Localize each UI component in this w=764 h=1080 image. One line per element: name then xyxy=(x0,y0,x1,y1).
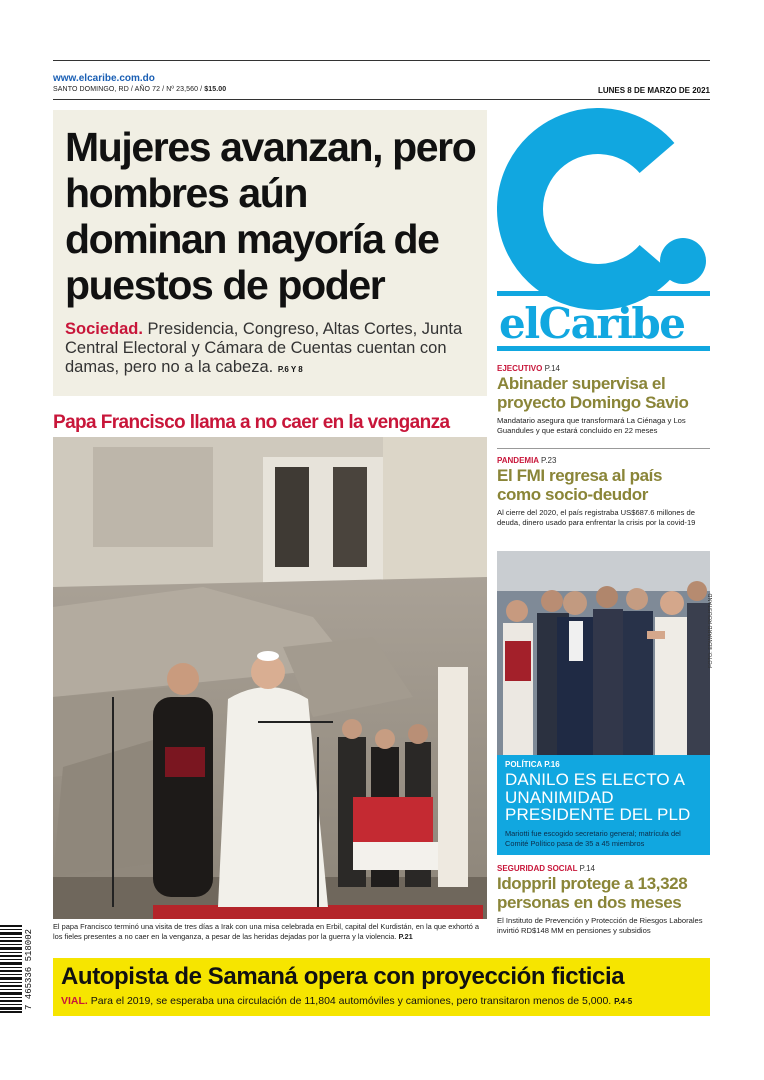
site-url[interactable]: www.elcaribe.com.do xyxy=(53,73,155,84)
banner-body: Para el 2019, se esperaba una circulación de 11,804 automóviles y camiones, pero transitaron menos de 5,000. xyxy=(90,995,612,1007)
issue-date: LUNES 8 DE MARZO DE 2021 xyxy=(597,86,710,95)
lead-deck-text: Presidencia, Congreso, Altas Cortes, Junta Central Electoral y Cámara de Cuentas cuentan con damas, pero no a la cabeza. xyxy=(65,320,463,376)
feature-tag-label: POLÍTICA xyxy=(505,760,543,769)
story-headline: El FMI regresa al país como socio-deudor xyxy=(497,466,663,504)
pope-caption-text: El papa Francisco terminó una visita de tres días a Irak con una misa celebrada en Erbil, capital del Kurdistán, en la que exhortó a los fieles presentes a no caer en la venganza, a pesar de las heridas dejadas por la guerra y la violencia. xyxy=(53,922,480,942)
story-politica[interactable] xyxy=(497,755,710,855)
edition-info: SANTO DOMINGO, RD / AÑO 72 / Nº 23,560 / xyxy=(53,86,203,93)
feature-summary: Mariotti fue escogido secretario general; matrícula del Comité Político pasa de 35 a 45 miembros xyxy=(505,828,681,848)
barcode-number: 7 465336 518002 xyxy=(24,928,34,1010)
story-tag xyxy=(497,456,710,465)
story-summary: Al cierre del 2020, el país registraba US$687.6 millones de deuda, dinero usado para enfrentar la crisis por la covid-19 xyxy=(497,508,696,528)
pope-caption xyxy=(53,922,487,943)
pld-photo xyxy=(497,551,710,755)
lead-headline: Mujeres avanzan, pero hombres aún dominan mayoría de puestos de poder xyxy=(65,124,476,308)
story-summary: El Instituto de Prevención y Protección de Riesgos Laborales invirtió RD$148 MM en pensiones y subsidios xyxy=(497,916,703,936)
lead-deck xyxy=(65,320,477,379)
story-seguridad-social[interactable] xyxy=(497,864,710,936)
story-page: P.14 xyxy=(579,864,595,873)
story-headline: Abinader supervisa el proyecto Domingo Savio xyxy=(497,374,689,412)
pope-caption-ref: P.21 xyxy=(398,932,413,942)
feature-headline: DANILO ES ELECTO A UNANIMIDAD PRESIDENTE DEL PLD xyxy=(505,770,691,824)
top-rule xyxy=(53,60,710,61)
barcode xyxy=(0,925,22,1013)
story-tag xyxy=(497,364,710,373)
column-divider xyxy=(497,448,710,449)
pope-photo xyxy=(53,437,487,919)
elcaribe-logo[interactable] xyxy=(497,108,710,353)
story-page: P.23 xyxy=(541,456,557,465)
story-tag xyxy=(497,864,710,873)
bottom-banner[interactable] xyxy=(53,958,710,1016)
pope-headline[interactable]: Papa Francisco llama a no caer en la venganza xyxy=(53,412,450,433)
logo-wordmark: elCaribe xyxy=(499,299,685,348)
lead-kicker: Sociedad. xyxy=(65,320,143,338)
story-summary: Mandatario asegura que transformará La Ciénaga y Los Guandules y que estará concluido en 22 meses xyxy=(497,416,686,436)
banner-kicker: VIAL. xyxy=(61,995,88,1007)
story-ejecutivo[interactable] xyxy=(497,364,710,436)
story-tag-label: SEGURIDAD SOCIAL xyxy=(497,864,578,873)
story-headline: Idoppril protege a 13,328 personas en dos meses xyxy=(497,874,688,912)
price: $15.00 xyxy=(204,86,227,93)
banner-text xyxy=(61,994,702,1009)
story-tag-label: PANDEMIA xyxy=(497,456,539,465)
header-rule xyxy=(53,99,710,100)
story-page: P.14 xyxy=(544,364,561,373)
banner-page-ref: P.4-5 xyxy=(614,997,633,1006)
lead-story[interactable] xyxy=(53,110,487,396)
story-pandemia[interactable] xyxy=(497,456,710,528)
feature-page: P.16 xyxy=(544,760,560,769)
story-tag-label: EJECUTIVO xyxy=(497,364,543,373)
edition-meta xyxy=(53,86,226,93)
lead-page-ref: P.6 Y 8 xyxy=(277,365,303,374)
feature-tag xyxy=(505,760,702,769)
banner-headline: Autopista de Samaná opera con proyección ficticia xyxy=(61,963,625,990)
photo-credit: FOTO: EDWARD ROUSTAND xyxy=(708,593,714,668)
